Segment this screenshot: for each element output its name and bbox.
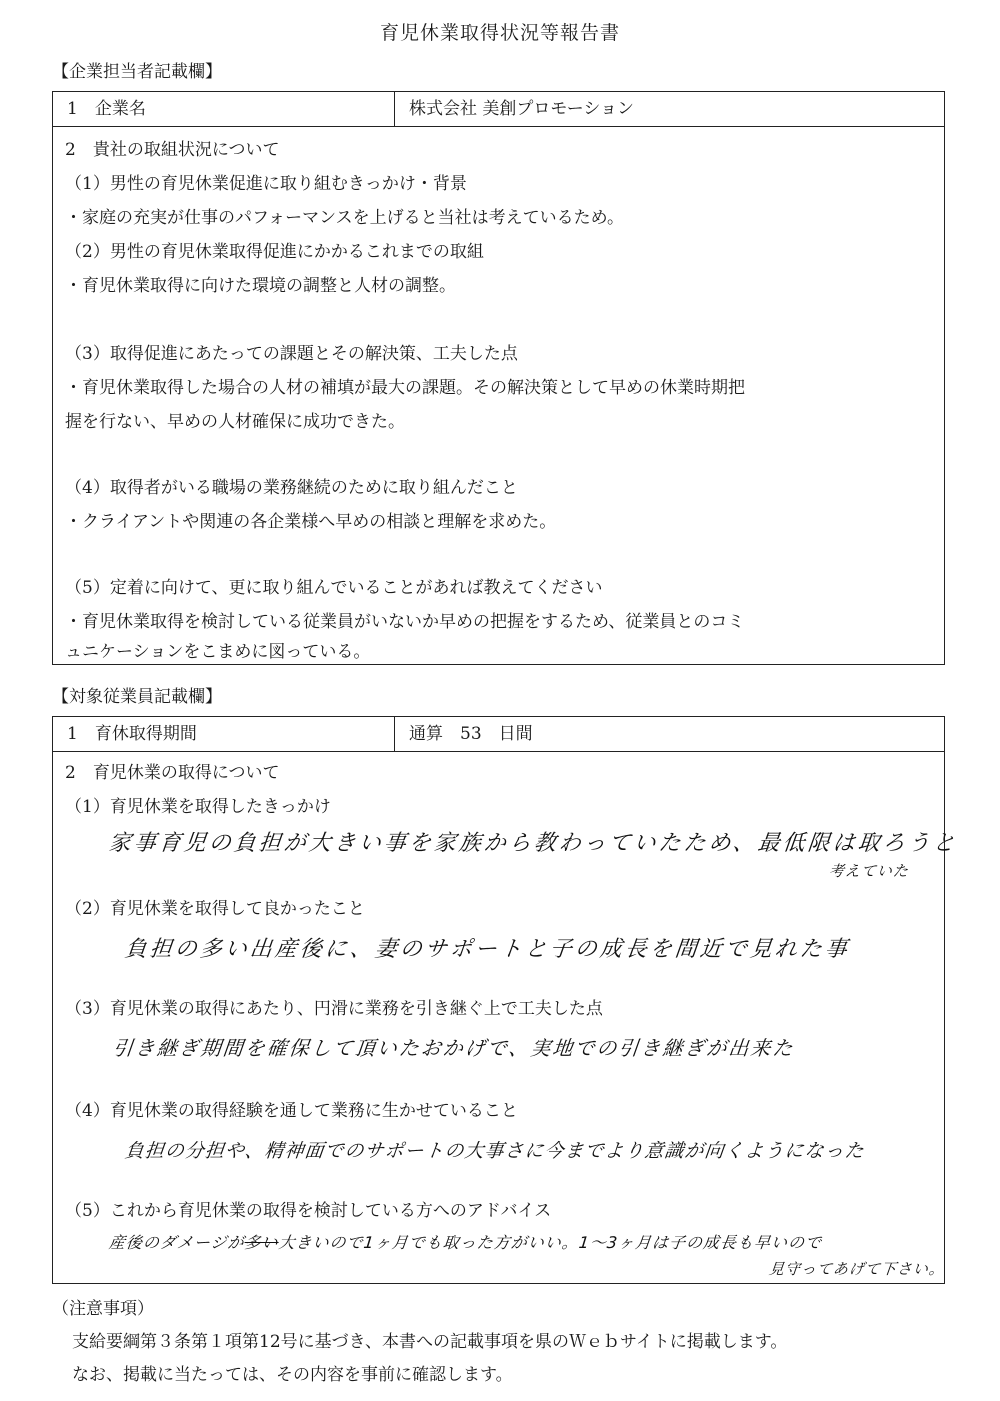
handwritten-answer-1: 家事育児の負担が大きい事を家族から教わっていたため、最低限は取ろうと xyxy=(107,831,960,856)
company-line: （3）取得促進にあたっての課題とその解決策、工夫した点 xyxy=(65,344,518,364)
leave-period-label: 1 育休取得期間 xyxy=(53,717,395,751)
document-title: 育児休業取得状況等報告書 xyxy=(379,22,620,44)
employee-question-5: （5）これから育児休業の取得を検討している方へのアドバイス xyxy=(65,1201,552,1221)
employee-section-heading: 【対象従業員記載欄】 xyxy=(52,687,222,707)
company-line: ・育児休業取得した場合の人材の補填が最大の課題。その解決策として早めの休業時期把 xyxy=(65,378,745,398)
company-line: （2）男性の育児休業取得促進にかかるこれまでの取組 xyxy=(65,242,484,262)
employee-question-1: （1）育児休業を取得したきっかけ xyxy=(65,797,331,817)
leave-period-value: 通算 53 日間 xyxy=(409,724,533,744)
company-line: ・クライアントや関連の各企業様へ早めの相談と理解を求めた。 xyxy=(65,512,557,532)
company-line: （1）男性の育児休業促進に取り組むきっかけ・背景 xyxy=(65,174,467,194)
company-line: 2 貴社の取組状況について xyxy=(65,140,280,160)
notes-line-2: なお、掲載に当たっては、その内容を事前に確認します。 xyxy=(72,1365,513,1385)
notes-block xyxy=(52,1294,787,1385)
employee-question-2: （2）育児休業を取得して良かったこと xyxy=(65,899,365,919)
handwritten-answer-5 xyxy=(108,1230,824,1253)
company-line: （5）定着に向けて、更に取り組んでいることがあれば教えてください xyxy=(65,578,603,598)
company-line: ュニケーションをこまめに図っている。 xyxy=(65,642,371,662)
company-section-heading: 【企業担当者記載欄】 xyxy=(52,62,222,82)
company-name-value: 株式会社 美創プロモーション xyxy=(409,99,635,119)
employee-line: 2 育児休業の取得について xyxy=(65,763,280,783)
handwritten-answer-5-prefix: 産後のダメージが xyxy=(107,1233,246,1252)
company-line: 握を行ない、早めの人材確保に成功できた。 xyxy=(65,412,405,432)
notes-heading: （注意事項） xyxy=(52,1299,154,1319)
handwritten-answer-5-rest: 大きいので1ヶ月でも取った方がいい。1〜3ヶ月は子の成長も早いので xyxy=(277,1233,824,1252)
handwritten-struck-word: 多い xyxy=(243,1233,280,1252)
company-name-row xyxy=(53,92,944,127)
company-line: ・育児休業取得に向けた環境の調整と人材の調整。 xyxy=(65,276,456,296)
company-name-label: 1 企業名 xyxy=(53,92,395,126)
company-line: ・育児休業取得を検討している従業員がいないか早めの把握をするため、従業員とのコミ xyxy=(65,612,745,632)
handwritten-answer-3: 引き継ぎ期間を確保して頂いたおかげで、実地での引き継ぎが出来た xyxy=(111,1036,796,1060)
employee-section-box xyxy=(52,716,960,1284)
employee-question-3: （3）育児休業の取得にあたり、円滑に業務を引き継ぐ上で工夫した点 xyxy=(65,999,603,1019)
company-section-box xyxy=(52,91,945,665)
handwritten-answer-2: 負担の多い出産後に、妻のサポートと子の成長を間近で見れた事 xyxy=(123,937,852,962)
handwritten-answer-1-cont: 考えていた xyxy=(828,862,910,880)
handwritten-answer-4: 負担の分担や、精神面でのサポートの大事さに今までより意識が向くようになった xyxy=(123,1140,866,1162)
company-efforts-area xyxy=(53,127,944,663)
employee-answers-area xyxy=(53,752,960,1282)
company-line: （4）取得者がいる職場の業務継続のために取り組んだこと xyxy=(65,478,518,498)
company-line: ・家庭の充実が仕事のパフォーマンスを上げると当社は考えているため。 xyxy=(65,208,624,228)
handwritten-answer-5-cont: 見守ってあげて下さい。 xyxy=(768,1260,946,1278)
leave-period-row xyxy=(53,717,944,752)
notes-line-1: 支給要綱第３条第１項第12号に基づき、本書への記載事項を県のＷｅｂサイトに掲載します。 xyxy=(72,1332,788,1352)
employee-question-4: （4）育児休業の取得経験を通して業務に生かせていること xyxy=(65,1101,518,1121)
